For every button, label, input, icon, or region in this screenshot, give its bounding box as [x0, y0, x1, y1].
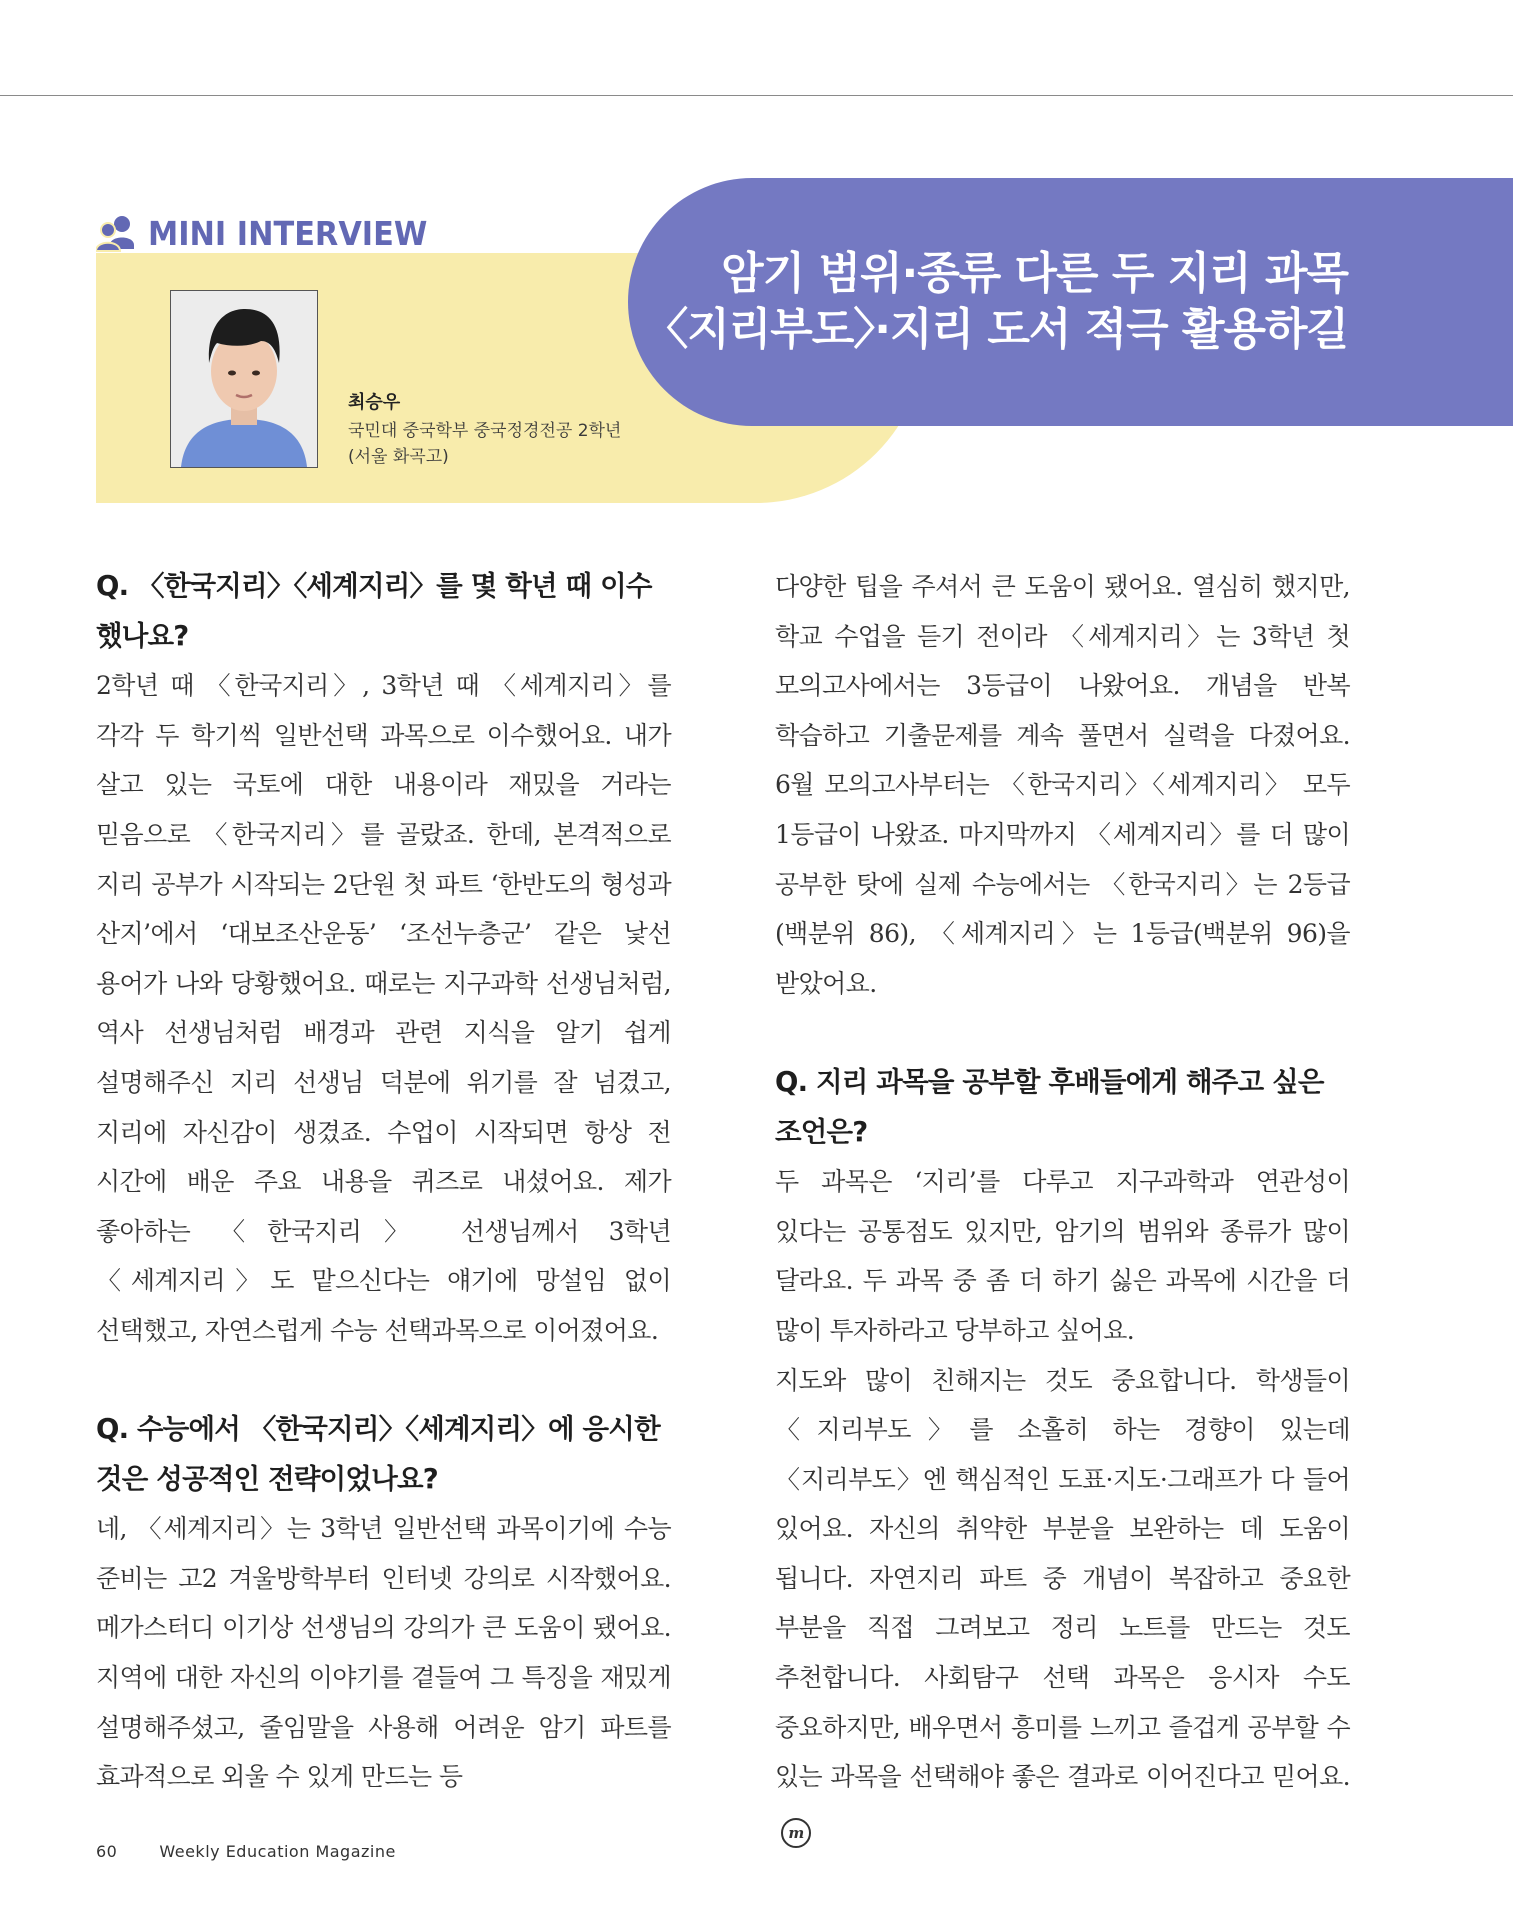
answer-1: 2학년 때 〈한국지리〉, 3학년 때 〈세계지리〉를 각각 두 학기씩 일반선택 과목으로 이수했어요. 내가 살고 있는 국토에 대한 내용이라 재밌을 거라는 믿음으로 〈한국지리〉를 골랐죠. 한데, 본격적으로 지리 공부가 시작되는 2단원 첫 파트 ‘한반도의 형성과 산지’에서 ‘대보조산운동’ ‘조선누층군’ 같은 낯선 용어가 나와 당황했어요. 때로는 지구과학 선생님처럼, 역사 선생님처럼 배경과 관련 지식을 알기 쉽게 설명해주신 지리 선생님 덕분에 위기를 잘 넘겼고, 지리에 자신감이 생겼죠. 수업이 시작되면 항상 전 시간에 배운 주요 내용을 퀴즈로 내셨어요. 제가 좋아하는 〈한국지리〉 선생님께서 3학년 〈세계지리〉도 맡으신다는 얘기에 망설임 없이 선택했고, 자연스럽게 수능 선택과목으로 이어졌어요.	[96, 671, 671, 1345]
left-column	[96, 562, 671, 1802]
question-3: Q. 지리 과목을 공부할 후배들에게 해주고 싶은 조언은?	[775, 1065, 1324, 1148]
page-footer	[96, 1842, 438, 1861]
interviewee-school: (서울 화곡고)	[348, 447, 449, 467]
section-label-text: MINI INTERVIEW	[148, 214, 428, 253]
top-rule	[0, 95, 1513, 96]
headline-line-2: 〈지리부도〉·지리 도서 적극 활용하길	[644, 304, 1348, 355]
question-2: Q. 수능에서 〈한국지리〉〈세계지리〉에 응시한 것은 성공적인 전략이었나요?	[96, 1413, 660, 1495]
interviewee-affiliation: 국민대 중국학부 중국정경전공 2학년	[348, 421, 622, 441]
interviewee-photo	[170, 290, 318, 468]
headline-line-1: 암기 범위·종류 다른 두 지리 과목	[721, 248, 1348, 299]
section-label	[96, 214, 452, 254]
answer-3-paragraph-1: 두 과목은 ‘지리’를 다루고 지구과학과 연관성이 있다는 공통점도 있지만, 암기의 범위와 종류가 많이 달라요. 두 과목 중 좀 더 하기 싫은 과목에 시간을 더 많이 투자하라고 당부하고 싶어요.	[775, 1167, 1350, 1345]
portrait-image	[171, 291, 317, 467]
headline	[588, 246, 1348, 358]
end-mark-icon: m	[781, 1818, 811, 1848]
magazine-name: Weekly Education Magazine	[159, 1842, 396, 1861]
page-number: 60	[96, 1842, 118, 1861]
answer-3-paragraph-2	[775, 1356, 1350, 1852]
right-column	[775, 562, 1350, 1851]
answer-2: 네, 〈세계지리〉는 3학년 일반선택 과목이기에 수능 준비는 고2 겨울방학부터 인터넷 강의로 시작했어요. 메가스터디 이기상 선생님의 강의가 큰 도움이 됐어요. 지역에 대한 자신의 이야기를 곁들여 그 특징을 재밌게 설명해주셨고, 줄임말을 사용해 어려운 암기 파트를 효과적으로 외울 수 있게 만드는 등	[96, 1514, 671, 1792]
interviewee-name: 최승우	[348, 392, 401, 413]
question-1: Q. 〈한국지리〉〈세계지리〉를 몇 학년 때 이수했나요?	[96, 570, 652, 652]
answer-2-continued: 다양한 팁을 주셔서 큰 도움이 됐어요. 열심히 했지만, 학교 수업을 듣기 전이라 〈세계지리〉는 3학년 첫 모의고사에서는 3등급이 나왔어요. 개념을 반복 학습하고 기출문제를 계속 풀면서 실력을 다졌어요. 6월 모의고사부터는 〈한국지리〉〈세계지리〉 모두 1등급이 나왔죠. 마지막까지 〈세계지리〉를 더 많이 공부한 탓에 실제 수능에서는 〈한국지리〉는 2등급(백분위 86), 〈세계지리〉는 1등급(백분위 96)을 받았어요.	[775, 572, 1350, 998]
answer-3-paragraph-2-text: 지도와 많이 친해지는 것도 중요합니다. 학생들이 〈지리부도〉를 소홀히 하는 경향이 있는데 〈지리부도〉엔 핵심적인 도표·지도·그래프가 다 들어 있어요. 자신의 취약한 부분을 보완하는 데 도움이 됩니다. 자연지리 파트 중 개념이 복잡하고 중요한 부분을 직접 그려보고 정리 노트를 만드는 것도 추천합니다. 사회탐구 선택 과목은 응시자 수도 중요하지만, 배우면서 흥미를 느끼고 즐겁게 공부할 수 있는 과목을 선택해야 좋은 결과로 이어진다고 믿어요.	[775, 1365, 1350, 1792]
interviewee-profile	[348, 390, 621, 470]
interview-people-icon	[96, 215, 136, 253]
